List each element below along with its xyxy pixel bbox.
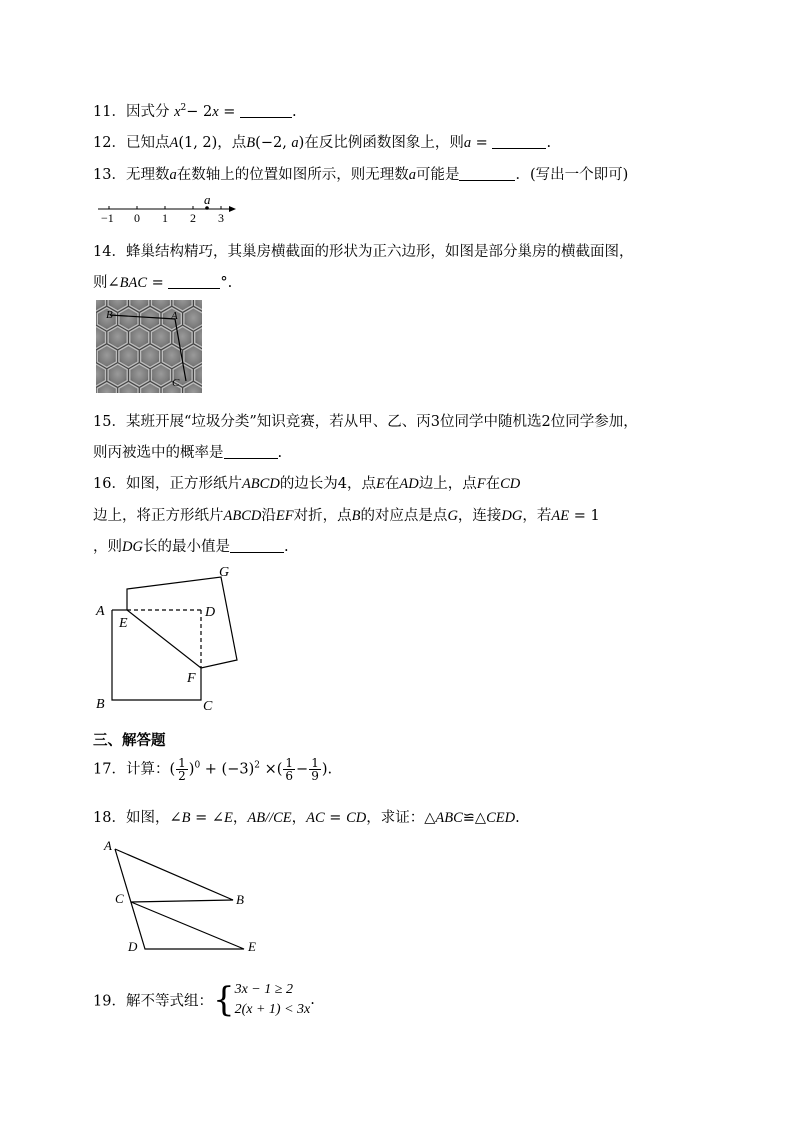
label-g: G (219, 565, 230, 580)
tick-label: 2 (190, 211, 196, 225)
hex-cell (151, 327, 170, 349)
label-a: A (104, 838, 112, 853)
question-16: 16．如图，正方形纸片ABCD的边长为4，点E在AD边上，点F在CD (93, 476, 521, 492)
fraction-one-sixth: $\frac{1}{6}$ (285, 756, 294, 783)
hex-cell (130, 327, 149, 349)
answer-blank[interactable] (459, 166, 515, 181)
question-16-line3: ，则DG长的最小值是 . (93, 539, 289, 555)
arrow-icon (229, 206, 236, 212)
hex-cell (173, 327, 192, 349)
section-heading: 三、解答题 (93, 733, 166, 749)
label-d: D (128, 939, 138, 954)
label-e: E (119, 616, 128, 631)
honeycomb-figure (96, 300, 202, 393)
label-b: B (96, 697, 105, 712)
answer-blank[interactable] (240, 103, 292, 118)
fraction-one-half: $\frac{1}{2}$ (178, 756, 186, 783)
hex-cell (141, 345, 160, 367)
hex-cell (184, 345, 202, 367)
answer-blank[interactable] (492, 134, 546, 149)
label-c: C (115, 891, 124, 906)
label-a: A (171, 310, 178, 322)
brace-icon: { (212, 980, 235, 1020)
hex-cell (108, 327, 127, 349)
label-e: E (248, 939, 256, 954)
hex-cell (151, 364, 170, 386)
hex-cell (119, 308, 138, 330)
tick-label: 3 (218, 211, 224, 225)
tick-label: 1 (162, 211, 168, 225)
hex-cell (162, 345, 181, 367)
question-15-line2: 则丙被选中的概率是 . (93, 445, 283, 461)
label-a: A (96, 604, 105, 619)
question-13: 13．无理数a在数轴上的位置如图所示，则无理数a可能是 ．(写出一个即可) (93, 167, 629, 183)
question-15: 15．某班开展“垃圾分类”知识竞赛，若从甲、乙、丙3位同学中随机选2位同学参加， (93, 414, 638, 430)
hex-cell (184, 308, 202, 330)
triangles-figure (98, 836, 268, 958)
question-14: 14．蜂巢结构精巧，其巢房横截面的形状为正六边形，如图是部分巢房的横截面图， (93, 244, 634, 260)
label-c: C (203, 699, 213, 714)
question-number: 11． (93, 104, 126, 120)
label-b: B (236, 892, 244, 907)
hex-cell (141, 308, 160, 330)
hex-cell (97, 345, 116, 367)
question-11: 11．因式分 $x^2- 2x$ = . (93, 103, 297, 120)
question-16-line2: 边上，将正方形纸片ABCD沿EF对折，点B的对应点是点G，连接DG，若AE = 1 (93, 508, 600, 524)
hex-cell (108, 364, 127, 386)
point-a-label: a (204, 192, 211, 207)
question-17: 17．计算：( $\frac{1}{2}$ )$^0 + (-3)^2$ ×( $\frac{1}{6}$ − $\frac{1}{9}$ ). (93, 756, 333, 783)
folded-quad (127, 577, 237, 668)
label-f: F (187, 671, 196, 686)
answer-blank[interactable] (168, 274, 220, 289)
hex-cell (130, 364, 149, 386)
fraction-one-ninth: $\frac{1}{9}$ (311, 756, 319, 783)
tick-label: 0 (134, 211, 140, 225)
question-14-line2: 则∠BAC = °. (93, 275, 233, 291)
label-b: B (106, 309, 113, 321)
question-19: 19．解不等式组：{ 3x − 1 ≥ 2 2(x + 1) < 3x . (93, 980, 315, 1020)
answer-blank[interactable] (224, 444, 278, 459)
label-d: D (205, 605, 216, 620)
question-18: 18．如图，∠B = ∠E，AB//CE，AC = CD，求证：△ABC≌△CED. (93, 810, 520, 826)
hex-cell (119, 345, 138, 367)
number-line-figure (96, 190, 246, 226)
square-fold-figure (90, 560, 250, 716)
label-c: C (172, 377, 180, 389)
triangle-lines (115, 849, 244, 949)
tick-label: −1 (101, 211, 114, 225)
answer-blank[interactable] (230, 538, 284, 553)
inequality-system: 3x − 1 ≥ 2 2(x + 1) < 3x (234, 982, 311, 1017)
question-12: 12．已知点A(1, 2)，点B(−2, a)在反比例函数图象上，则a = . (93, 135, 552, 151)
